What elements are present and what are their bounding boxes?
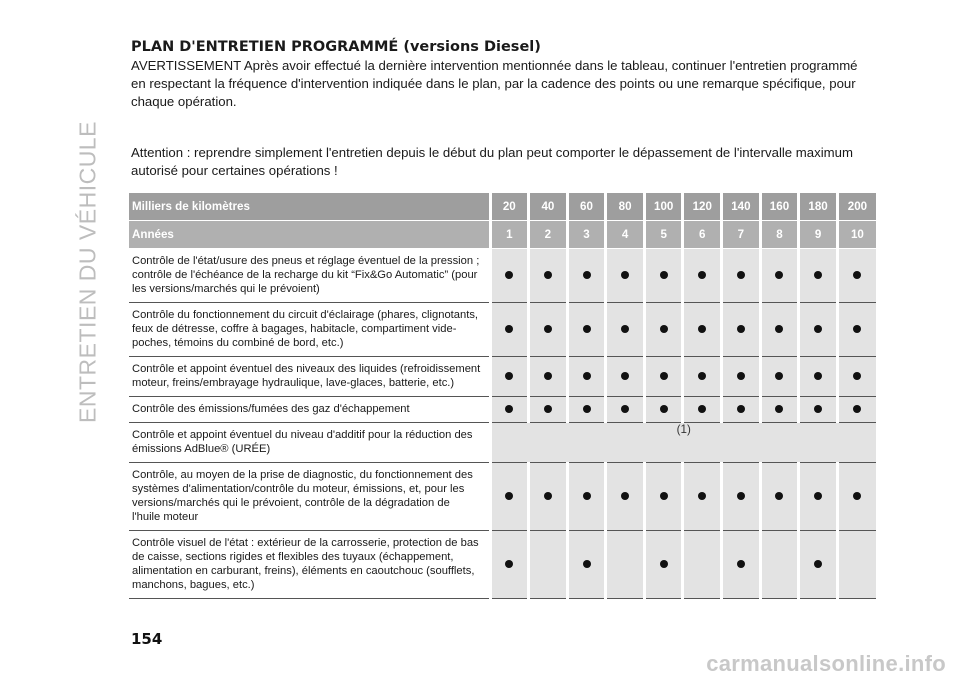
interval-cell — [490, 531, 529, 599]
interval-cell — [799, 249, 838, 303]
interval-cell — [490, 397, 529, 423]
interval-cell — [683, 531, 722, 599]
scheduled-dot-icon — [737, 405, 745, 413]
interval-cell — [722, 249, 761, 303]
table-row — [129, 249, 876, 303]
year-header-cell: 2 — [529, 221, 568, 249]
operation-description: Contrôle de l'état/usure des pneus et réglage éventuel de la pression ; contrôle de l'échéance de la recharge du kit “Fix&Go Automatic” (pour les versions/marchés qui le prévoient) — [129, 249, 490, 303]
scheduled-dot-icon — [621, 325, 629, 333]
scheduled-dot-icon — [544, 372, 552, 380]
scheduled-dot-icon — [583, 405, 591, 413]
interval-cell — [837, 357, 876, 397]
scheduled-dot-icon — [583, 560, 591, 568]
scheduled-dot-icon — [698, 405, 706, 413]
interval-cell — [683, 357, 722, 397]
interval-cell — [529, 531, 568, 599]
warning-paragraph: AVERTISSEMENT Après avoir effectué la dernière intervention mentionnée dans le tableau, continuer l'entretien programmé en respectant la fréquence d'intervention indiquée dans le plan, par la cadence des points ou une remarque spécifique, pour chaque opération. — [131, 58, 858, 109]
interval-cell — [567, 357, 606, 397]
year-header-cell: 1 — [490, 221, 529, 249]
scheduled-dot-icon — [814, 560, 822, 568]
operation-description: Contrôle et appoint éventuel des niveaux des liquides (refroidissement moteur, freins/embrayage hydraulique, lave-glaces, batterie, etc.) — [129, 357, 490, 397]
attention-paragraph: Attention : reprendre simplement l'entretien depuis le début du plan peut comporter le dépassement de l'intervalle maximum autorisé pour certaines opérations ! — [131, 145, 853, 178]
scheduled-dot-icon — [621, 271, 629, 279]
interval-cell — [799, 397, 838, 423]
interval-cell — [837, 397, 876, 423]
interval-cell — [683, 303, 722, 357]
interval-cell — [722, 303, 761, 357]
year-header-cell: 7 — [722, 221, 761, 249]
interval-cell — [490, 357, 529, 397]
km-header-cell: 100 — [644, 193, 683, 221]
scheduled-dot-icon — [660, 405, 668, 413]
scheduled-dot-icon — [583, 271, 591, 279]
km-header-cell: 180 — [799, 193, 838, 221]
km-header-label: Milliers de kilomètres — [129, 193, 490, 221]
scheduled-dot-icon — [853, 492, 861, 500]
scheduled-dot-icon — [544, 271, 552, 279]
km-header-cell: 160 — [760, 193, 799, 221]
scheduled-dot-icon — [775, 492, 783, 500]
scheduled-dot-icon — [583, 325, 591, 333]
interval-cell — [567, 397, 606, 423]
interval-cell — [837, 303, 876, 357]
interval-cell — [760, 249, 799, 303]
interval-cell — [529, 249, 568, 303]
scheduled-dot-icon — [660, 271, 668, 279]
scheduled-dot-icon — [583, 372, 591, 380]
interval-cell — [760, 303, 799, 357]
scheduled-dot-icon — [505, 405, 513, 413]
interval-cell — [529, 303, 568, 357]
scheduled-dot-icon — [814, 372, 822, 380]
interval-cell — [567, 531, 606, 599]
interval-cell — [644, 463, 683, 531]
interval-cell — [760, 531, 799, 599]
interval-cell — [760, 463, 799, 531]
scheduled-dot-icon — [737, 560, 745, 568]
interval-cell — [799, 463, 838, 531]
interval-cell — [722, 397, 761, 423]
km-header-cell: 80 — [606, 193, 645, 221]
years-header-row — [129, 221, 876, 249]
scheduled-dot-icon — [853, 271, 861, 279]
operation-description: Contrôle, au moyen de la prise de diagnostic, du fonctionnement des systèmes d'alimentation/contrôle du moteur, émissions, et, pour les versions/marchés qui le prévoient, contrôle de la dégradation de l'huile moteur — [129, 463, 490, 531]
interval-cell — [683, 249, 722, 303]
year-header-cell: 4 — [606, 221, 645, 249]
interval-cell — [606, 249, 645, 303]
table-row — [129, 423, 876, 463]
scheduled-dot-icon — [698, 372, 706, 380]
table-body — [129, 249, 876, 599]
interval-cell — [606, 463, 645, 531]
scheduled-dot-icon — [737, 372, 745, 380]
interval-cell — [837, 531, 876, 599]
scheduled-dot-icon — [505, 560, 513, 568]
scheduled-dot-icon — [737, 325, 745, 333]
table-row — [129, 303, 876, 357]
interval-cell — [837, 463, 876, 531]
operation-description: Contrôle et appoint éventuel du niveau d'additif pour la réduction des émissions AdBlue® (URÉE) — [129, 423, 490, 463]
interval-cell — [760, 397, 799, 423]
operation-description: Contrôle visuel de l'état : extérieur de la carrosserie, protection de bas de caisse, sections rigides et flexibles des tuyaux (échappement, alimentation en carburant, freins), éléments en caoutchouc (soufflets, manchons, bagues, etc.) — [129, 531, 490, 599]
chapter-side-title: ENTRETIEN DU VÉHICULE — [74, 121, 101, 423]
interval-cell — [644, 397, 683, 423]
interval-cell — [606, 531, 645, 599]
interval-cell — [567, 463, 606, 531]
interval-cell — [529, 397, 568, 423]
scheduled-dot-icon — [660, 492, 668, 500]
watermark-footer: carmanualsonline.info — [706, 651, 946, 676]
scheduled-dot-icon — [660, 560, 668, 568]
interval-cell — [722, 531, 761, 599]
interval-cell — [529, 463, 568, 531]
scheduled-dot-icon — [775, 325, 783, 333]
interval-cell — [644, 357, 683, 397]
interval-cell — [837, 249, 876, 303]
scheduled-dot-icon — [544, 492, 552, 500]
interval-cell — [606, 303, 645, 357]
table-row — [129, 357, 876, 397]
interval-cell — [799, 531, 838, 599]
interval-cell — [606, 397, 645, 423]
table-row — [129, 397, 876, 423]
scheduled-dot-icon — [544, 405, 552, 413]
km-header-cell: 40 — [529, 193, 568, 221]
operation-description: Contrôle du fonctionnement du circuit d'éclairage (phares, clignotants, feux de détresse, coffre à bagages, habitacle, compartiment vide-poches, témoins du combiné de bord, etc.) — [129, 303, 490, 357]
interval-cell — [799, 357, 838, 397]
km-header-row — [129, 193, 876, 221]
scheduled-dot-icon — [660, 372, 668, 380]
interval-cell — [490, 463, 529, 531]
scheduled-dot-icon — [775, 372, 783, 380]
scheduled-dot-icon — [775, 405, 783, 413]
scheduled-dot-icon — [814, 405, 822, 413]
interval-cell — [683, 397, 722, 423]
scheduled-dot-icon — [814, 271, 822, 279]
interval-cell — [529, 357, 568, 397]
operation-description: Contrôle des émissions/fumées des gaz d'échappement — [129, 397, 490, 423]
scheduled-dot-icon — [660, 325, 668, 333]
table-row — [129, 531, 876, 599]
scheduled-dot-icon — [544, 325, 552, 333]
scheduled-dot-icon — [505, 372, 513, 380]
km-header-cell: 120 — [683, 193, 722, 221]
section-heading: PLAN D'ENTRETIEN PROGRAMMÉ (versions Diesel) — [131, 39, 541, 55]
scheduled-dot-icon — [737, 271, 745, 279]
km-header-cell: 20 — [490, 193, 529, 221]
scheduled-dot-icon — [698, 271, 706, 279]
page-number: 154 — [131, 630, 163, 648]
table-row — [129, 463, 876, 531]
scheduled-dot-icon — [583, 492, 591, 500]
interval-cell — [490, 249, 529, 303]
scheduled-dot-icon — [698, 492, 706, 500]
year-header-cell: 8 — [760, 221, 799, 249]
interval-cell — [722, 463, 761, 531]
scheduled-dot-icon — [505, 271, 513, 279]
scheduled-dot-icon — [621, 372, 629, 380]
year-header-cell: 10 — [837, 221, 876, 249]
footnote-reference: (1) — [490, 423, 876, 463]
interval-cell — [567, 303, 606, 357]
scheduled-dot-icon — [737, 492, 745, 500]
interval-cell — [722, 357, 761, 397]
scheduled-dot-icon — [698, 325, 706, 333]
interval-cell — [490, 303, 529, 357]
km-header-cell: 200 — [837, 193, 876, 221]
interval-cell — [606, 357, 645, 397]
year-header-cell: 6 — [683, 221, 722, 249]
scheduled-dot-icon — [621, 405, 629, 413]
scheduled-dot-icon — [775, 271, 783, 279]
scheduled-dot-icon — [853, 405, 861, 413]
scheduled-dot-icon — [621, 492, 629, 500]
interval-cell — [760, 357, 799, 397]
scheduled-dot-icon — [505, 492, 513, 500]
interval-cell — [683, 463, 722, 531]
year-header-cell: 3 — [567, 221, 606, 249]
years-header-label: Années — [129, 221, 490, 249]
interval-cell — [799, 303, 838, 357]
scheduled-dot-icon — [505, 325, 513, 333]
interval-cell — [567, 249, 606, 303]
scheduled-dot-icon — [853, 372, 861, 380]
year-header-cell: 9 — [799, 221, 838, 249]
km-header-cell: 60 — [567, 193, 606, 221]
scheduled-dot-icon — [814, 492, 822, 500]
year-header-cell: 5 — [644, 221, 683, 249]
scheduled-dot-icon — [853, 325, 861, 333]
interval-cell — [644, 249, 683, 303]
km-header-cell: 140 — [722, 193, 761, 221]
maintenance-table — [129, 193, 876, 599]
interval-cell — [644, 531, 683, 599]
scheduled-dot-icon — [814, 325, 822, 333]
interval-cell — [644, 303, 683, 357]
